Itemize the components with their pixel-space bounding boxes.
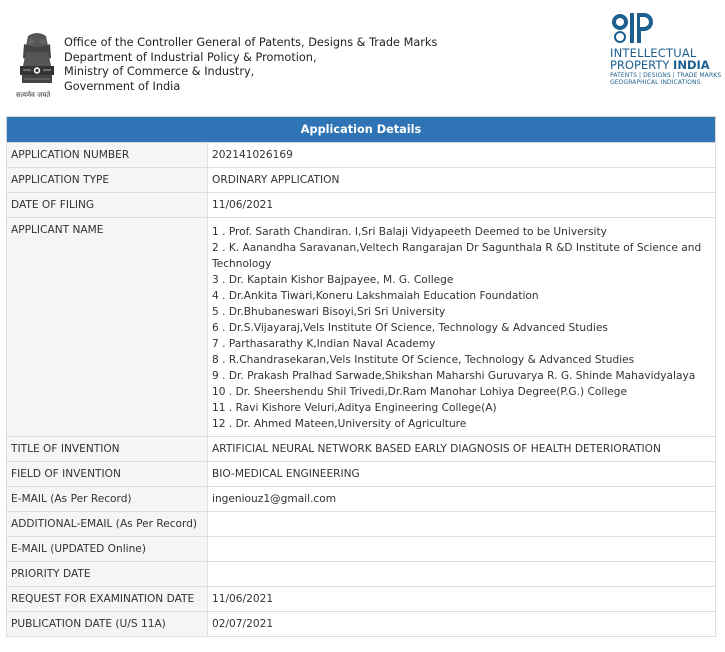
title-of-invention-label: TITLE OF INVENTION <box>7 437 208 462</box>
email-updated-label: E-MAIL (UPDATED Online) <box>7 537 208 562</box>
title-of-invention-value: ARTIFICIAL NEURAL NETWORK BASED EARLY DIAGNOSIS OF HEALTH DETERIORATION <box>208 437 716 462</box>
ip-logo-india: INDIA <box>673 58 710 72</box>
ip-india-mark-icon <box>611 12 655 46</box>
publication-date-label: PUBLICATION DATE (U/S 11A) <box>7 612 208 637</box>
applicant-line: 12 . Dr. Ahmed Mateen,University of Agriculture <box>212 418 467 430</box>
application-number-value: 202141026169 <box>208 143 716 168</box>
table-row <box>7 562 716 587</box>
org-line-4: Government of India <box>64 79 181 93</box>
field-of-invention-value: BIO-MEDICAL ENGINEERING <box>208 462 716 487</box>
additional-email-value <box>208 512 716 537</box>
applicant-line: 8 . R.Chandrasekaran,Vels Institute Of Science, Technology & Advanced Studies <box>212 354 635 366</box>
table-row <box>7 512 716 537</box>
priority-date-label: PRIORITY DATE <box>7 562 208 587</box>
applicant-line: 1 . Prof. Sarath Chandiran. I,Sri Balaji Vidyapeeth Deemed to be University <box>212 226 607 238</box>
emblem-motto: सत्यमेव जयते <box>16 91 51 99</box>
email-value: ingeniouz1@gmail.com <box>208 487 716 512</box>
ip-logo-line-4: GEOGRAPHICAL INDICATIONS <box>610 79 701 86</box>
applicant-name-label: APPLICANT NAME <box>7 218 208 437</box>
table-title: Application Details <box>7 117 716 143</box>
applicant-line: 3 . Dr. Kaptain Kishor Bajpayee, M. G. College <box>212 274 454 286</box>
date-of-filing-label: DATE OF FILING <box>7 193 208 218</box>
table-row <box>7 437 716 462</box>
applicant-line: 5 . Dr.Bhubaneswari Bisoyi,Sri Sri University <box>212 306 446 318</box>
table-row <box>7 487 716 512</box>
organization-block <box>64 36 437 94</box>
request-for-examination-date-label: REQUEST FOR EXAMINATION DATE <box>7 587 208 612</box>
org-line-1: Office of the Controller General of Patents, Designs & Trade Marks <box>64 36 438 49</box>
applicant-name-list <box>208 218 716 437</box>
applicant-line: 11 . Ravi Kishore Veluri,Aditya Engineering College(A) <box>212 402 497 414</box>
ip-logo-line-1: INTELLECTUAL <box>610 46 697 60</box>
org-line-3: Ministry of Commerce & Industry, <box>64 65 255 79</box>
ip-logo-line-2 <box>610 58 710 72</box>
org-line-2: Department of Industrial Policy & Promotion, <box>64 50 317 64</box>
application-type-value: ORDINARY APPLICATION <box>208 168 716 193</box>
table-row <box>7 587 716 612</box>
applicant-line: 4 . Dr.Ankita Tiwari,Koneru Lakshmaiah Education Foundation <box>212 290 539 302</box>
applicant-line: 6 . Dr.S.Vijayaraj,Vels Institute Of Science, Technology & Advanced Studies <box>212 322 608 334</box>
email-label: E-MAIL (As Per Record) <box>7 487 208 512</box>
ip-logo-line-3: PATENTS | DESIGNS | TRADE MARKS <box>610 72 722 79</box>
ip-india-logo <box>608 12 722 92</box>
application-type-label: APPLICATION TYPE <box>7 168 208 193</box>
application-details-table <box>6 116 716 637</box>
email-updated-value <box>208 537 716 562</box>
applicant-line: 2 . K. Aanandha Saravanan,Veltech Rangarajan Dr Sagunthala R &D Institute of Science and <box>212 242 702 254</box>
priority-date-value <box>208 562 716 587</box>
page-header <box>0 0 725 110</box>
table-header-row <box>7 117 716 143</box>
table-row <box>7 537 716 562</box>
table-row <box>7 143 716 168</box>
application-number-label: APPLICATION NUMBER <box>7 143 208 168</box>
ip-logo-property: PROPERTY <box>610 58 674 72</box>
table-row <box>7 218 716 437</box>
applicant-line: 9 . Dr. Prakash Pralhad Sarwade,Shikshan Maharshi Guruvarya R. G. Shinde Mahavidyalaya <box>212 370 696 382</box>
additional-email-label: ADDITIONAL-EMAIL (As Per Record) <box>7 512 208 537</box>
publication-date-value: 02/07/2021 <box>208 612 716 637</box>
applicant-line: Technology <box>212 258 272 270</box>
table-row <box>7 462 716 487</box>
applicant-line: 10 . Dr. Sheershendu Shil Trivedi,Dr.Ram Manohar Lohiya Degree(P.G.) College <box>212 386 628 398</box>
applicant-line: 7 . Parthasarathy K,Indian Naval Academy <box>212 338 436 350</box>
table-row <box>7 168 716 193</box>
table-row <box>7 193 716 218</box>
field-of-invention-label: FIELD OF INVENTION <box>7 462 208 487</box>
date-of-filing-value: 11/06/2021 <box>208 193 716 218</box>
request-for-examination-date-value: 11/06/2021 <box>208 587 716 612</box>
table-row <box>7 612 716 637</box>
